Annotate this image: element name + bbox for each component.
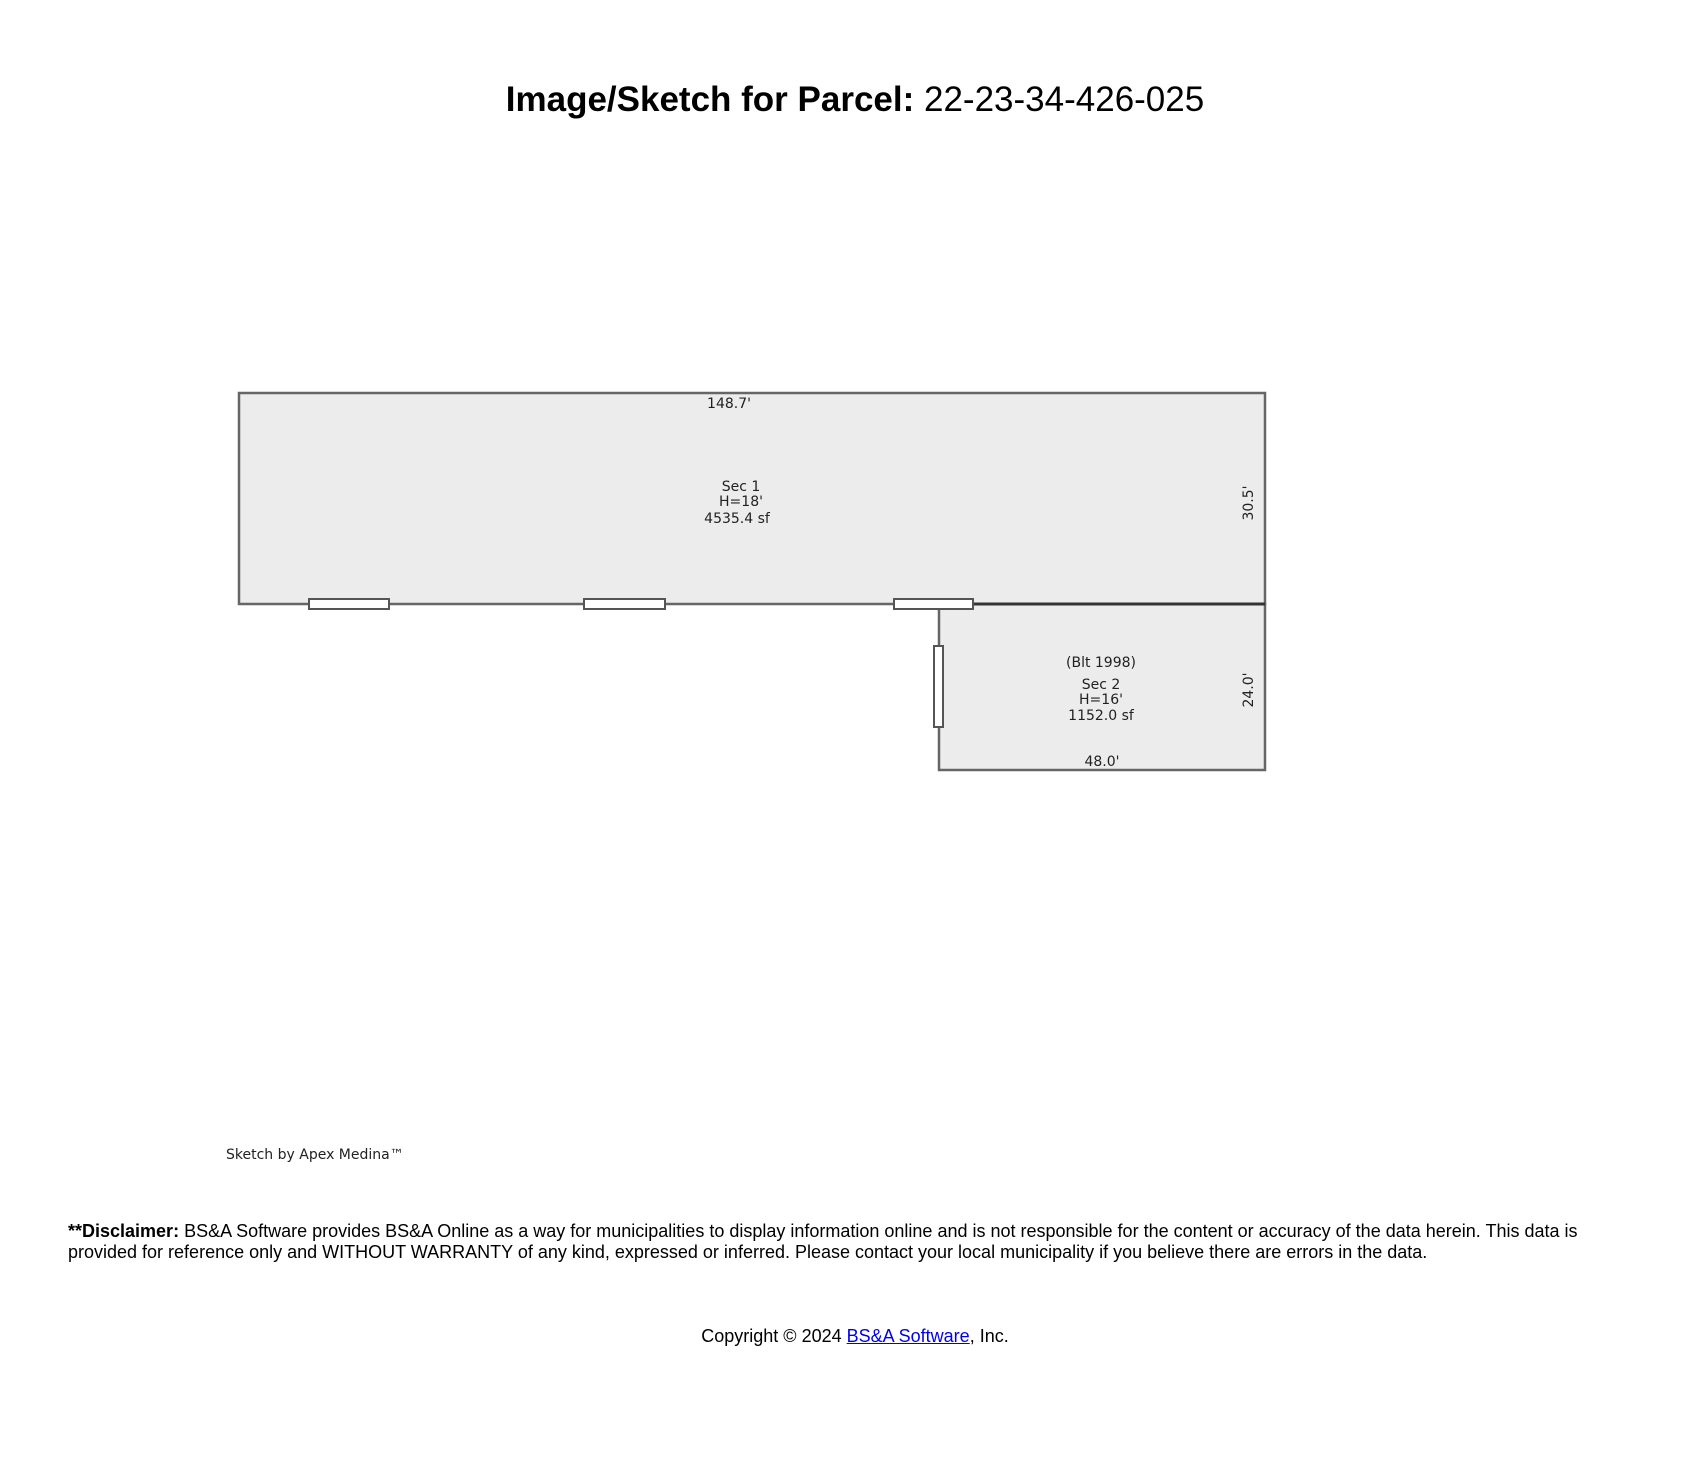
page-title-label: Image/Sketch for Parcel: — [505, 80, 915, 119]
sec1-top-dimension: 148.7' — [707, 396, 751, 412]
sec1-height: H=18' — [719, 494, 763, 510]
sketch-credit: Sketch by Apex Medina™ — [226, 1147, 404, 1163]
door-4 — [934, 646, 943, 727]
sec2-area: 1152.0 sf — [1068, 708, 1134, 724]
door-2 — [584, 599, 665, 609]
disclaimer-label: **Disclaimer: — [68, 1221, 180, 1241]
disclaimer — [68, 1221, 1628, 1263]
copyright-suffix: , Inc. — [969, 1326, 1009, 1346]
copyright-prefix: Copyright © 2024 — [701, 1326, 847, 1346]
door-3 — [894, 599, 973, 609]
page-title — [0, 76, 1692, 124]
copyright — [0, 1325, 1692, 1347]
sec2-name: Sec 2 — [1081, 677, 1121, 693]
sec2-height: H=16' — [1079, 692, 1123, 708]
sec2-bottom-dimension: 48.0' — [1084, 754, 1120, 770]
sec1-name: Sec 1 — [721, 479, 761, 495]
bsa-software-link[interactable]: BS&A Software — [846, 1326, 970, 1346]
sec1-right-dimension: 30.5' — [1241, 485, 1257, 521]
door-1 — [309, 599, 389, 609]
sec2-built-year: (Blt 1998) — [1066, 655, 1136, 671]
disclaimer-text: BS&A Software provides BS&A Online as a way for municipalities to display information online and is not responsible for the content or accuracy of the data herein. This data is provided for reference only and WITHOUT WARRANTY of any kind, expressed or inferred. Please contact your local municipality if you believe there are errors in the data. — [68, 1221, 1578, 1262]
sec1-area: 4535.4 sf — [704, 511, 770, 527]
parcel-number: 22-23-34-426-025 — [924, 80, 1205, 119]
building-sketch — [200, 370, 1300, 1170]
sec2-right-dimension: 24.0' — [1241, 672, 1257, 708]
